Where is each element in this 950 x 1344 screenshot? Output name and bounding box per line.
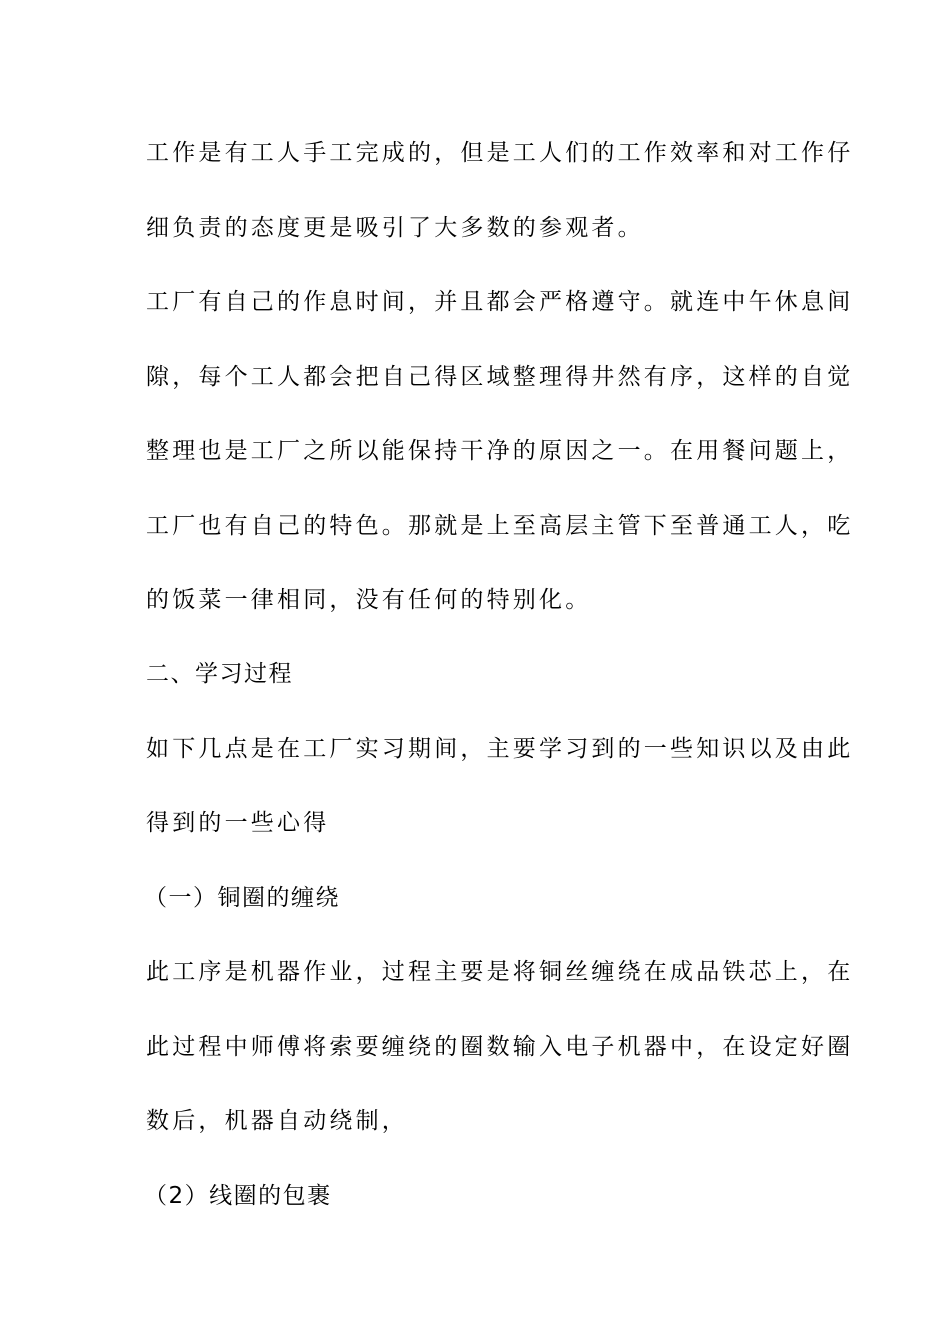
paragraph-line: 得到的一些心得 <box>146 810 330 836</box>
paragraph-line: 的饭菜一律相同，没有任何的特别化。 <box>146 587 592 613</box>
paragraph-line: 隙，每个工人都会把自己得区域整理得井然有序，这样的自觉 <box>146 364 854 390</box>
section-heading: 二、学习过程 <box>146 661 293 687</box>
paragraph-line: 工厂也有自己的特色。那就是上至高层主管下至普通工人，吃 <box>146 513 854 539</box>
paragraph-line: 工作是有工人手工完成的，但是工人们的工作效率和对工作仔 <box>146 140 854 166</box>
paragraph-line: 细负责的态度更是吸引了大多数的参观者。 <box>146 215 644 241</box>
subsection-heading: （一）铜圈的缠绕 <box>144 885 340 911</box>
paragraph-line: 工厂有自己的作息时间，并且都会严格遵守。就连中午休息间 <box>146 289 854 315</box>
paragraph-line: 此过程中师傅将索要缠绕的圈数输入电子机器中，在设定好圈 <box>146 1034 854 1060</box>
paragraph-line: 数后，机器自动绕制， <box>146 1108 408 1134</box>
paragraph-line: 此工序是机器作业，过程主要是将铜丝缠绕在成品铁芯上，在 <box>146 959 854 985</box>
paragraph-line: 整理也是工厂之所以能保持干净的原因之一。在用餐问题上， <box>146 438 854 464</box>
paragraph-line: 如下几点是在工厂实习期间，主要学习到的一些知识以及由此 <box>146 736 854 762</box>
subsection-heading: （2）线圈的包裹 <box>144 1183 332 1209</box>
